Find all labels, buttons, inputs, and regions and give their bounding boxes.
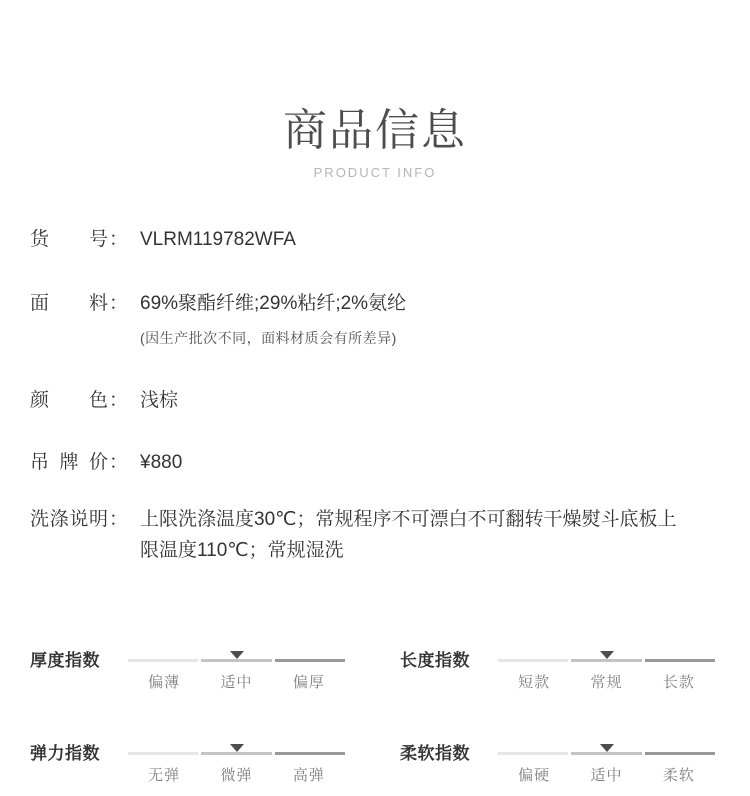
track-segment-mid [571, 752, 641, 755]
item-number-value: VLRM119782WFA [140, 228, 296, 250]
option-label: 常规 [590, 673, 623, 691]
slider-option-labels [498, 671, 715, 692]
washing-value: 上限洗涤温度30℃；常规程序不可漂白不可翻转干燥熨斗底板上限温度110℃；常规湿洗 [140, 508, 677, 561]
marker-triangle-icon [230, 651, 244, 659]
fabric-content [140, 291, 720, 351]
item-number-label-text: 货 号 [30, 228, 108, 250]
slider-track [128, 659, 345, 662]
info-row-washing [30, 504, 720, 566]
fabric-value: 69%聚酯纤维;29%粘纤;2%氨纶 [140, 292, 407, 314]
track-segment-high [275, 752, 345, 755]
index-sliders-section [0, 650, 750, 785]
track-segment-low [498, 752, 568, 755]
washing-label [30, 504, 140, 566]
option-label: 高弹 [292, 766, 325, 784]
info-row-item-number [30, 227, 720, 253]
slider-track [128, 752, 345, 755]
marker-triangle-icon [230, 744, 244, 752]
option-label: 短款 [518, 673, 551, 691]
option-label: 偏硬 [518, 766, 551, 784]
track-segment-high [645, 752, 715, 755]
option-label: 微弹 [220, 766, 253, 784]
thickness-index-slider [30, 650, 345, 692]
track-segment-low [128, 659, 198, 662]
label-colon: ： [109, 228, 129, 250]
info-section [0, 227, 750, 566]
fabric-label-text: 面 料 [30, 292, 108, 314]
option-label: 适中 [590, 766, 623, 784]
track-segment-mid [571, 659, 641, 662]
option-label: 柔软 [662, 766, 695, 784]
label-colon: ： [109, 508, 129, 530]
slider-option-labels [128, 764, 345, 785]
track-segment-low [128, 752, 198, 755]
track-segment-mid [201, 659, 271, 662]
slider-track [498, 659, 715, 662]
softness-index-label: 柔软指数 [400, 743, 470, 763]
label-colon: ： [109, 292, 129, 314]
softness-index-slider [400, 743, 715, 785]
marker-triangle-icon [600, 651, 614, 659]
tag-price-content [140, 450, 720, 476]
info-row-fabric [30, 291, 720, 351]
option-label: 长款 [662, 673, 695, 691]
marker-triangle-icon [600, 744, 614, 752]
thickness-index-label: 厚度指数 [30, 650, 100, 670]
fabric-label [30, 291, 140, 351]
slider-option-labels [128, 671, 345, 692]
elasticity-index-slider [30, 743, 345, 785]
track-segment-high [645, 659, 715, 662]
track-segment-low [498, 659, 568, 662]
track-segment-high [275, 659, 345, 662]
track-segment-mid [201, 752, 271, 755]
option-label: 适中 [220, 673, 253, 691]
elasticity-index-label: 弹力指数 [30, 743, 100, 763]
option-label: 偏厚 [292, 673, 325, 691]
item-number-content [140, 227, 720, 253]
color-label [30, 388, 140, 414]
fabric-note: (因生产批次不同，面料材质会有所差异) [140, 329, 397, 346]
length-index-slider [400, 650, 715, 692]
washing-label-text: 洗 涤 说 明 [30, 508, 108, 530]
softness-index-body [498, 743, 715, 785]
option-label: 无弹 [148, 766, 181, 784]
info-row-color [30, 388, 720, 414]
product-info-header [0, 0, 750, 180]
slider-option-labels [498, 764, 715, 785]
label-colon: ： [109, 389, 129, 411]
label-colon: ： [109, 451, 129, 473]
color-value: 浅棕 [140, 389, 179, 411]
length-index-label: 长度指数 [400, 650, 470, 670]
slider-track [498, 752, 715, 755]
tag-price-label [30, 450, 140, 476]
washing-content [140, 504, 720, 566]
thickness-index-body [128, 650, 345, 692]
info-row-tag-price [30, 450, 720, 476]
page-title: 商品信息 [283, 106, 467, 155]
tag-price-value: ¥880 [140, 451, 183, 473]
length-index-body [498, 650, 715, 692]
color-content [140, 388, 720, 414]
option-label: 偏薄 [148, 673, 181, 691]
elasticity-index-body [128, 743, 345, 785]
color-label-text: 颜 色 [30, 389, 108, 411]
item-number-label [30, 227, 140, 253]
tag-price-label-text: 吊 牌 价 [30, 451, 108, 473]
page-subtitle: PRODUCT INFO [313, 164, 437, 180]
